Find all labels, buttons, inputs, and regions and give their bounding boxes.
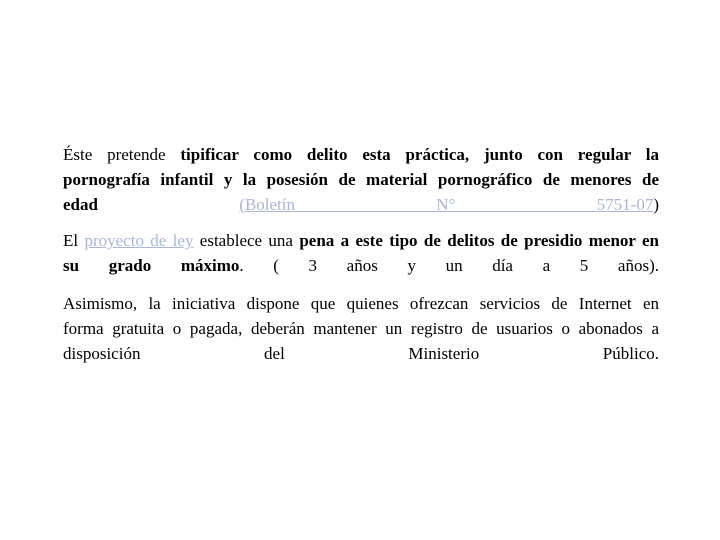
text-segment: . ( 3 años y un día a 5 años). [239,256,659,275]
paragraph-line [63,192,659,217]
paragraph-line [63,142,659,167]
text-segment: establece una [193,231,300,250]
proyecto-de-ley-link[interactable]: proyecto de ley [84,231,194,250]
boletin-link[interactable]: (Boletín N° 5751-07 [239,195,654,214]
text-segment: El [63,231,85,250]
paragraph-internet [63,291,659,366]
paragraph-line [63,253,659,278]
paragraph-boletin [63,142,659,217]
text-segment: Éste pretende [63,145,181,164]
paragraph-line: disposición del Ministerio Público. [63,344,659,363]
text-segment: ) [653,195,660,214]
bold-text: pena a este tipo de delitos de presidio menor en [299,231,660,250]
paragraph-line: pornografía infantil y la posesión de material pornográfico de menores de [63,170,659,189]
bold-text: tipificar como delito esta práctica, junto con regular la [180,145,659,164]
paragraph-line [63,228,659,253]
paragraph-proyecto [63,228,659,278]
bold-text: su grado máximo [63,256,240,275]
bold-text: edad [63,195,98,214]
paragraph-line: forma gratuita o pagada, deberán mantener un registro de usuarios o abonados a [63,319,659,338]
paragraph-line: Asimismo, la iniciativa dispone que quienes ofrezcan servicios de Internet en [63,294,659,313]
